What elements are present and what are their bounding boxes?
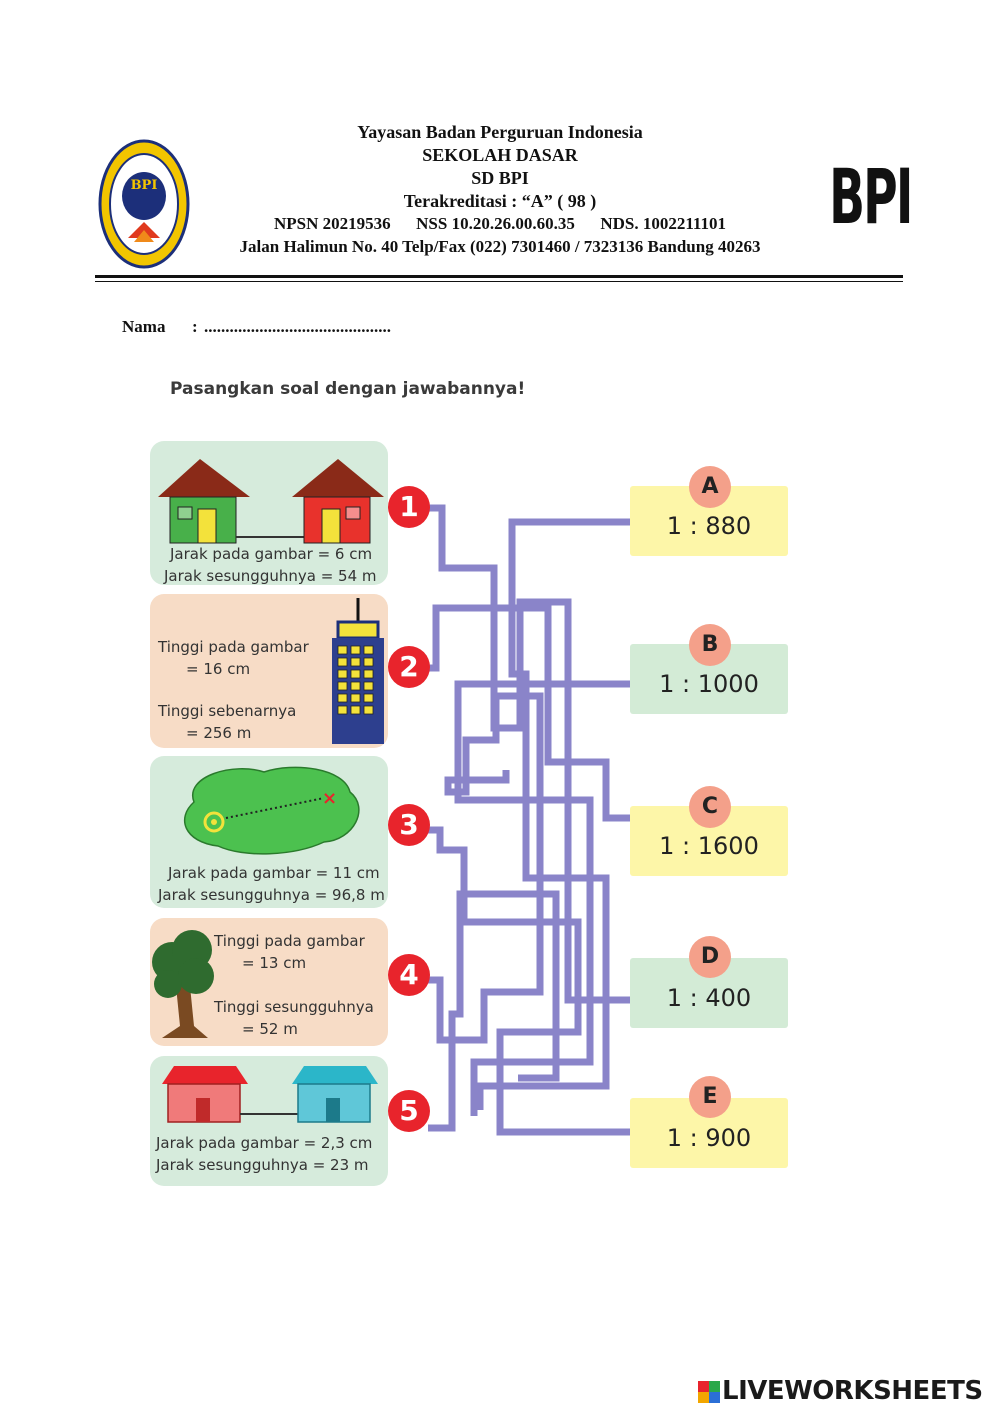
q2-line-2: = 16 cm bbox=[186, 660, 251, 678]
answer-letter-a: A bbox=[689, 466, 731, 508]
q5-line-1: Jarak pada gambar = 2,3 cm bbox=[156, 1134, 373, 1152]
answer-letter-c: C bbox=[689, 786, 731, 828]
q5-line-2: Jarak sesungguhnya = 23 m bbox=[156, 1156, 369, 1174]
q4-line-2: = 13 cm bbox=[242, 954, 307, 972]
bpi-logo-text: BPI bbox=[829, 152, 912, 241]
emblem-initials: BPI bbox=[130, 178, 158, 193]
question-number-4: 4 bbox=[388, 954, 430, 996]
liveworksheets-mark bbox=[698, 1381, 720, 1403]
q4-line-4: = 52 m bbox=[242, 1020, 298, 1038]
question-number-1: 1 bbox=[388, 486, 430, 528]
q4-line-1: Tinggi pada gambar bbox=[214, 932, 365, 950]
svg-text:×: × bbox=[322, 788, 338, 809]
answer-a-value: 1 : 880 bbox=[666, 512, 752, 540]
header-line-4: Terakreditasi : “A” ( 98 ) bbox=[403, 191, 597, 211]
q3-line-2: Jarak sesungguhnya = 96,8 m bbox=[158, 886, 385, 904]
q4-line-3: Tinggi sesungguhnya bbox=[214, 998, 374, 1016]
answer-b-value: 1 : 1000 bbox=[659, 670, 759, 698]
header-line-3: SD BPI bbox=[471, 168, 529, 188]
answer-d-value: 1 : 400 bbox=[666, 984, 752, 1012]
answer-e-value: 1 : 900 bbox=[666, 1124, 752, 1152]
liveworksheets-watermark: LIVEWORKSHEETS bbox=[722, 1376, 983, 1406]
header-line-5: NPSN 20219536 NSS 10.20.26.00.60.35 NDS. 1002211101 bbox=[274, 214, 726, 233]
q2-line-1: Tinggi pada gambar bbox=[158, 638, 309, 656]
q2-line-4: = 256 m bbox=[186, 724, 252, 742]
instruction-text: Pasangkan soal dengan jawabannya! bbox=[170, 379, 526, 399]
header-line-1: Yayasan Badan Perguruan Indonesia bbox=[357, 122, 643, 142]
header-line-6: Jalan Halimun No. 40 Telp/Fax (022) 7301460 / 7323136 Bandung 40263 bbox=[239, 237, 761, 256]
q1-line-1: Jarak pada gambar = 6 cm bbox=[170, 545, 373, 563]
q1-line-2: Jarak sesungguhnya = 54 m bbox=[164, 567, 377, 585]
question-number-2: 2 bbox=[388, 646, 430, 688]
q2-line-3: Tinggi sebenarnya bbox=[158, 702, 297, 720]
name-input[interactable]: ............................................ bbox=[204, 317, 391, 336]
header-line-2: SEKOLAH DASAR bbox=[422, 145, 578, 165]
name-label: Nama bbox=[122, 317, 166, 336]
question-number-3: 3 bbox=[388, 804, 430, 846]
question-number-5: 5 bbox=[388, 1090, 430, 1132]
answer-letter-e: E bbox=[689, 1076, 731, 1118]
q3-line-1: Jarak pada gambar = 11 cm bbox=[168, 864, 380, 882]
name-separator: : bbox=[192, 317, 198, 336]
answer-letter-d: D bbox=[689, 936, 731, 978]
answer-letter-b: B bbox=[689, 624, 731, 666]
answer-c-value: 1 : 1600 bbox=[659, 832, 759, 860]
